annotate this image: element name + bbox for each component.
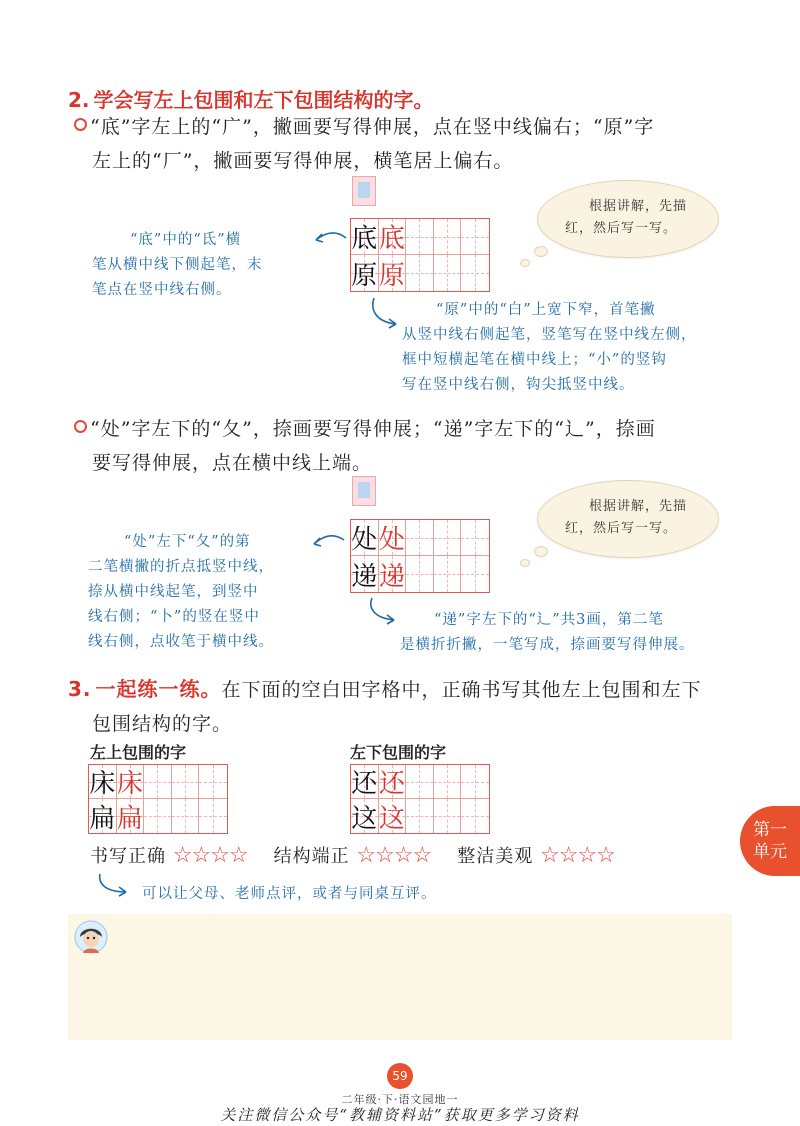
paragraph-line: 左上的“厂”，撇画要写得伸展，横笔居上偏右。 bbox=[92, 150, 514, 172]
arrow-icon bbox=[308, 532, 348, 552]
bubble-line: 根据讲解，先描 bbox=[589, 199, 688, 214]
model-character: 还 bbox=[351, 769, 378, 799]
arrow-icon bbox=[366, 596, 402, 626]
paragraph-line: “底”字左上的“广”，撇画要写得伸展，点在竖中线偏右；“原”字 bbox=[90, 116, 655, 138]
grid-cell[interactable] bbox=[461, 520, 489, 556]
star-rating-icon[interactable]: ☆☆☆☆ bbox=[172, 843, 248, 868]
rating-item bbox=[90, 842, 248, 868]
tianzige-icon bbox=[352, 476, 376, 506]
note-line: “原”中的“白”上宽下窄，首笔撇 bbox=[436, 302, 656, 318]
grid-cell[interactable] bbox=[461, 219, 489, 255]
section-number: 2. bbox=[68, 88, 90, 112]
grid-cell[interactable] bbox=[461, 255, 489, 291]
model-character: 原 bbox=[351, 260, 378, 291]
grid-cell bbox=[379, 556, 407, 592]
bubble-text-2 bbox=[565, 496, 705, 540]
star-rating-icon[interactable]: ☆☆☆☆ bbox=[356, 843, 432, 868]
arrow-icon bbox=[368, 296, 404, 330]
note-left-1 bbox=[92, 228, 332, 303]
bubble-line: 根据讲解，先描 bbox=[589, 499, 688, 514]
trace-character: 床 bbox=[116, 769, 143, 799]
grid-cell bbox=[351, 556, 379, 592]
paragraph-1 bbox=[74, 110, 754, 178]
bubble-dot bbox=[534, 546, 548, 557]
grid-cell[interactable] bbox=[406, 765, 434, 799]
student-avatar-icon bbox=[74, 920, 108, 954]
section-3-intro bbox=[68, 672, 758, 741]
grid-cell[interactable] bbox=[144, 765, 172, 799]
grid-cell bbox=[379, 219, 407, 255]
practice-grid-right bbox=[350, 764, 490, 834]
rating-label: 整洁美观 bbox=[457, 846, 534, 867]
arrow-icon bbox=[96, 872, 132, 898]
rating-row bbox=[90, 842, 730, 868]
grid-cell[interactable] bbox=[434, 765, 462, 799]
grid-cell bbox=[379, 520, 407, 556]
page-number: 59 bbox=[387, 1063, 413, 1089]
bubble-dot bbox=[520, 559, 530, 567]
grid-cell[interactable] bbox=[406, 799, 434, 833]
grid-cell[interactable] bbox=[434, 255, 462, 291]
bubble-line: 红，然后写一写。 bbox=[565, 221, 678, 236]
rating-item bbox=[274, 842, 432, 868]
bubble-line: 红，然后写一写。 bbox=[565, 521, 678, 536]
grid-cell[interactable] bbox=[144, 799, 172, 833]
grid-cell[interactable] bbox=[434, 520, 462, 556]
section-3-title bbox=[68, 677, 222, 701]
grid-cell[interactable] bbox=[461, 556, 489, 592]
bubble-dot bbox=[520, 259, 530, 267]
rating-label: 书写正确 bbox=[90, 846, 166, 867]
grid-cell[interactable] bbox=[199, 799, 227, 833]
trace-character: 这 bbox=[378, 803, 405, 834]
footer-promo: 关注微信公众号“教辅资料站”获取更多学习资料 bbox=[220, 1106, 580, 1124]
note-line: 捺从横中线起笔，到竖中 bbox=[88, 584, 259, 600]
grid-cell[interactable] bbox=[406, 255, 434, 291]
star-rating-icon[interactable]: ☆☆☆☆ bbox=[539, 843, 615, 868]
paragraph-line: 在下面的空白田字格中，正确书写其他左上包围和左下 bbox=[221, 679, 702, 701]
trace-character: 扁 bbox=[116, 803, 143, 834]
grid-cell bbox=[379, 799, 407, 833]
note-right-1 bbox=[402, 298, 742, 398]
grid-cell[interactable] bbox=[199, 765, 227, 799]
label-left-enclosure: 左上包围的字 bbox=[90, 743, 187, 762]
grid-cell[interactable] bbox=[406, 520, 434, 556]
grid-cell bbox=[117, 765, 145, 799]
note-line: “处”左下“夂”的第 bbox=[124, 534, 251, 550]
model-character: 递 bbox=[351, 561, 378, 592]
paragraph-line: 要写得伸展，点在横中线上端。 bbox=[92, 452, 373, 474]
section-2-title bbox=[68, 84, 434, 113]
note-line: “底”中的“氐”横 bbox=[130, 232, 242, 248]
grid-cell bbox=[351, 219, 379, 255]
paragraph-line: “处”字左下的“夂”，捺画要写得伸展；“递”字左下的“辶”，捺画 bbox=[90, 418, 656, 440]
unit-tab bbox=[740, 806, 800, 876]
grid-cell bbox=[89, 799, 117, 833]
note-right-2 bbox=[400, 608, 745, 658]
model-character: 床 bbox=[89, 769, 116, 799]
grid-cell[interactable] bbox=[461, 765, 489, 799]
trace-character: 递 bbox=[378, 561, 405, 592]
bullet-icon bbox=[74, 420, 87, 433]
unit-tab-line: 第一 bbox=[753, 820, 787, 840]
note-line: 二笔横撇的折点抵竖中线， bbox=[88, 559, 274, 575]
grid-cell[interactable] bbox=[434, 219, 462, 255]
grid-cell bbox=[117, 799, 145, 833]
note-line: 是横折折撇，一笔写成，捺画要写得伸展。 bbox=[400, 637, 695, 653]
note-line: “递”字左下的“辶”共3画，第二笔 bbox=[434, 612, 664, 628]
grid-cell bbox=[351, 255, 379, 291]
section-title-text: 学会写左上包围和左下包围结构的字。 bbox=[93, 88, 434, 112]
grid-cell[interactable] bbox=[434, 799, 462, 833]
arrow-icon bbox=[310, 228, 350, 248]
tianzige-icon bbox=[352, 176, 376, 206]
writing-grid-2 bbox=[350, 519, 490, 593]
note-left-2 bbox=[88, 530, 328, 655]
model-character: 处 bbox=[351, 525, 378, 555]
note-line: 框中短横起笔在横中线上；“小”的竖钩 bbox=[402, 352, 667, 368]
grid-cell[interactable] bbox=[461, 799, 489, 833]
grid-cell[interactable] bbox=[434, 556, 462, 592]
section-title-text: 一起练一练。 bbox=[95, 677, 222, 701]
note-line: 笔从横中线下侧起笔，末 bbox=[92, 257, 263, 273]
note-line: 写在竖中线右侧，钩尖抵竖中线。 bbox=[402, 377, 635, 393]
grid-cell bbox=[89, 765, 117, 799]
grid-cell bbox=[351, 799, 379, 833]
trace-character: 处 bbox=[378, 525, 405, 555]
grid-cell bbox=[351, 765, 379, 799]
grid-cell[interactable] bbox=[406, 219, 434, 255]
grid-cell[interactable] bbox=[172, 799, 200, 833]
model-character: 这 bbox=[351, 803, 378, 834]
notes-box[interactable] bbox=[68, 914, 732, 1040]
rating-label: 结构端正 bbox=[273, 846, 350, 867]
writing-grid-1 bbox=[350, 218, 490, 292]
rating-item bbox=[457, 842, 615, 868]
grid-cell bbox=[351, 520, 379, 556]
practice-grid-left bbox=[88, 764, 228, 834]
bullet-icon bbox=[74, 118, 87, 131]
section-number: 3. bbox=[68, 677, 92, 701]
paragraph-line: 包围结构的字。 bbox=[92, 713, 233, 735]
model-character: 底 bbox=[351, 224, 378, 254]
trace-character: 还 bbox=[378, 769, 405, 799]
bubble-text-1 bbox=[565, 196, 705, 240]
bubble-dot bbox=[534, 246, 548, 257]
trace-character: 底 bbox=[378, 224, 405, 254]
model-character: 扁 bbox=[89, 803, 116, 834]
note-line: 笔点在竖中线右侧。 bbox=[92, 282, 232, 298]
grid-cell bbox=[379, 255, 407, 291]
footer-subtitle: 二年级·下·语文园地一 bbox=[341, 1093, 459, 1106]
note-line: 线右侧，点收笔于横中线。 bbox=[88, 634, 274, 650]
note-line: 从竖中线右侧起笔，竖笔写在竖中线左侧， bbox=[402, 327, 697, 343]
trace-character: 原 bbox=[378, 260, 405, 291]
label-lower-left-enclosure: 左下包围的字 bbox=[350, 743, 447, 762]
grid-cell[interactable] bbox=[172, 765, 200, 799]
rating-note: 可以让父母、老师点评，或者与同桌互评。 bbox=[142, 886, 437, 902]
unit-tab-line: 单元 bbox=[753, 842, 787, 862]
paragraph-2 bbox=[74, 412, 754, 480]
note-line: 线右侧；“卜”的竖在竖中 bbox=[88, 609, 260, 625]
grid-cell[interactable] bbox=[406, 556, 434, 592]
grid-cell bbox=[379, 765, 407, 799]
